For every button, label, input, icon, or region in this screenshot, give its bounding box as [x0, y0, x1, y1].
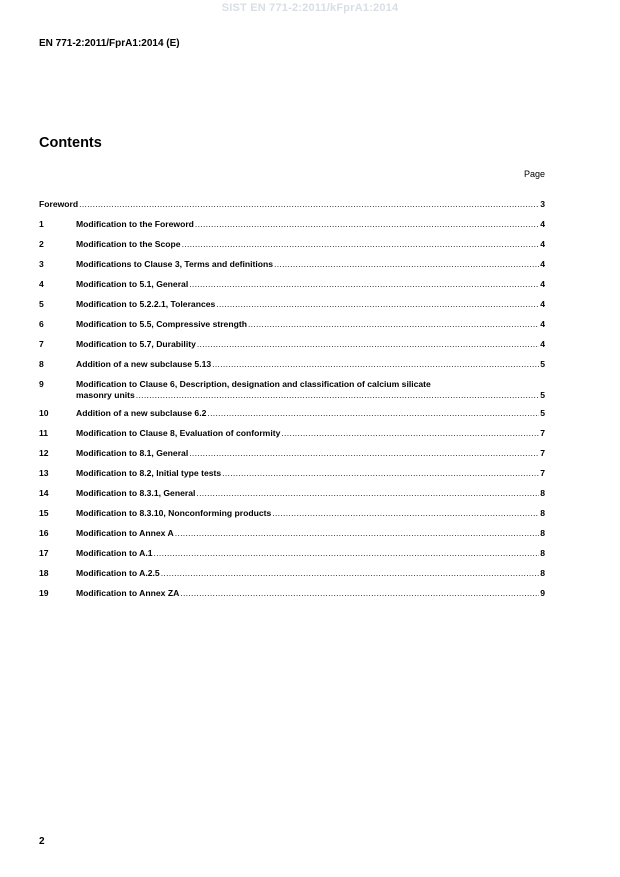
toc-entry[interactable]: [39, 408, 545, 419]
toc-entry-title: Modification to A.1: [76, 548, 153, 558]
toc-leader-dots: [180, 588, 539, 599]
table-of-contents: [39, 199, 545, 608]
toc-entry-number: 3: [39, 259, 44, 269]
toc-entry-number: 16: [39, 528, 49, 538]
toc-leader-dots: [175, 528, 540, 539]
toc-entry-page: 4: [540, 279, 545, 289]
toc-entry-page: 7: [540, 468, 545, 478]
toc-entry-title: Modification to 8.1, General: [76, 448, 189, 458]
toc-leader-dots: [197, 339, 539, 350]
page-number: 2: [39, 836, 45, 847]
toc-entry[interactable]: [39, 588, 545, 599]
toc-leader-dots: [79, 199, 539, 210]
toc-entry[interactable]: [39, 339, 545, 350]
toc-leader-dots: [195, 219, 539, 230]
toc-entry[interactable]: [39, 548, 545, 559]
toc-entry-page: 4: [540, 219, 545, 229]
toc-leader-dots: [207, 408, 539, 419]
watermark: SIST EN 771-2:2011/kFprA1:2014: [221, 2, 399, 14]
toc-entry[interactable]: [39, 428, 545, 439]
toc-entry[interactable]: [39, 528, 545, 539]
toc-entry[interactable]: [39, 299, 545, 310]
toc-entry[interactable]: [39, 448, 545, 459]
toc-entry-title: Modification to Clause 6, Description, designation and classification of calcium silicate: [76, 379, 431, 389]
toc-entry-number: 19: [39, 588, 49, 598]
toc-leader-dots: [189, 279, 539, 290]
toc-entry-title: Modification to 5.7, Durability: [76, 339, 196, 349]
toc-entry-title: Modification to the Foreword: [76, 219, 194, 229]
toc-leader-dots: [136, 390, 539, 401]
toc-leader-dots: [196, 488, 539, 499]
toc-entry-title: Modification to 8.3.1, General: [76, 488, 196, 498]
toc-entry-number: 7: [39, 339, 44, 349]
toc-entry-number: 6: [39, 319, 44, 329]
toc-entry-page: 5: [540, 359, 545, 369]
toc-entry-page: 7: [540, 428, 545, 438]
toc-entry-number: 12: [39, 448, 49, 458]
toc-entry-number: 17: [39, 548, 49, 558]
toc-entry-title: Modification to 5.1, General: [76, 279, 189, 289]
toc-leader-dots: [281, 428, 539, 439]
toc-entry[interactable]: [39, 468, 545, 479]
page-title: Contents: [39, 135, 102, 151]
toc-leader-dots: [182, 239, 540, 250]
toc-leader-dots: [189, 448, 539, 459]
toc-entry-page: 4: [540, 339, 545, 349]
toc-entry[interactable]: [39, 379, 545, 401]
toc-entry[interactable]: [39, 488, 545, 499]
toc-entry[interactable]: [39, 508, 545, 519]
toc-entry-title: Modification to Annex ZA: [76, 588, 180, 598]
toc-entry-number: 14: [39, 488, 49, 498]
toc-entry-page: 7: [540, 448, 545, 458]
toc-entry[interactable]: [39, 239, 545, 250]
toc-entry-page: 9: [540, 588, 545, 598]
toc-entry-page: 8: [540, 508, 545, 518]
toc-entry-title: Modification to the Scope: [76, 239, 181, 249]
toc-leader-dots: [248, 319, 539, 330]
toc-entry-page: 4: [540, 319, 545, 329]
toc-leader-dots: [212, 359, 539, 370]
toc-entry[interactable]: [39, 359, 545, 370]
toc-entry-number: 8: [39, 359, 44, 369]
toc-entry-number: 15: [39, 508, 49, 518]
toc-entry-title: Modification to 5.5, Compressive strength: [76, 319, 247, 329]
toc-entry-title: Modification to Clause 8, Evaluation of conformity: [76, 428, 281, 438]
toc-entry-title: Addition of a new subclause 5.13: [76, 359, 212, 369]
toc-entry-number: 18: [39, 568, 49, 578]
page-column-label: Page: [523, 169, 545, 179]
toc-leader-dots: [272, 508, 539, 519]
document-id: EN 771-2:2011/FprA1:2014 (E): [39, 38, 180, 49]
toc-entry-page: 4: [540, 239, 545, 249]
toc-leader-dots: [161, 568, 540, 579]
toc-entry-number: 1: [39, 219, 44, 229]
toc-entry[interactable]: [39, 219, 545, 230]
toc-entry-page: 3: [540, 199, 545, 209]
toc-entry-page: 5: [540, 408, 545, 418]
toc-leader-dots: [216, 299, 539, 310]
toc-leader-dots: [274, 259, 539, 270]
toc-entry-number: 9: [39, 379, 44, 389]
toc-entry-number: 2: [39, 239, 44, 249]
toc-entry-page: 8: [540, 528, 545, 538]
toc-entry[interactable]: [39, 259, 545, 270]
toc-entry-title: Modification to 8.3.10, Nonconforming products: [76, 508, 272, 518]
toc-entry-title: Modification to 5.2.2.1, Tolerances: [76, 299, 216, 309]
toc-entry-number: 4: [39, 279, 44, 289]
toc-entry[interactable]: [39, 568, 545, 579]
toc-entry[interactable]: [39, 319, 545, 330]
toc-entry-page: 8: [540, 488, 545, 498]
toc-entry-page: 8: [540, 548, 545, 558]
toc-entry-title-continued: masonry units: [76, 390, 135, 400]
toc-entry[interactable]: [39, 279, 545, 290]
toc-leader-dots: [154, 548, 540, 559]
toc-entry-number: 13: [39, 468, 49, 478]
toc-entry-number: 10: [39, 408, 49, 418]
toc-entry-title: Modifications to Clause 3, Terms and definitions: [76, 259, 274, 269]
toc-entry-title: Modification to Annex A: [76, 528, 174, 538]
toc-entry-title: Foreword: [39, 199, 79, 209]
toc-entry-page: 4: [540, 299, 545, 309]
toc-leader-dots: [222, 468, 539, 479]
toc-entry-title: Modification to A.2.5: [76, 568, 160, 578]
toc-entry-number: 11: [39, 428, 49, 438]
toc-entry-page: 5: [540, 390, 545, 400]
toc-entry-title: Modification to 8.2, Initial type tests: [76, 468, 222, 478]
toc-entry[interactable]: [39, 199, 545, 210]
toc-entry-number: 5: [39, 299, 44, 309]
toc-entry-page: 8: [540, 568, 545, 578]
toc-entry-page: 4: [540, 259, 545, 269]
toc-entry-title: Addition of a new subclause 6.2: [76, 408, 207, 418]
